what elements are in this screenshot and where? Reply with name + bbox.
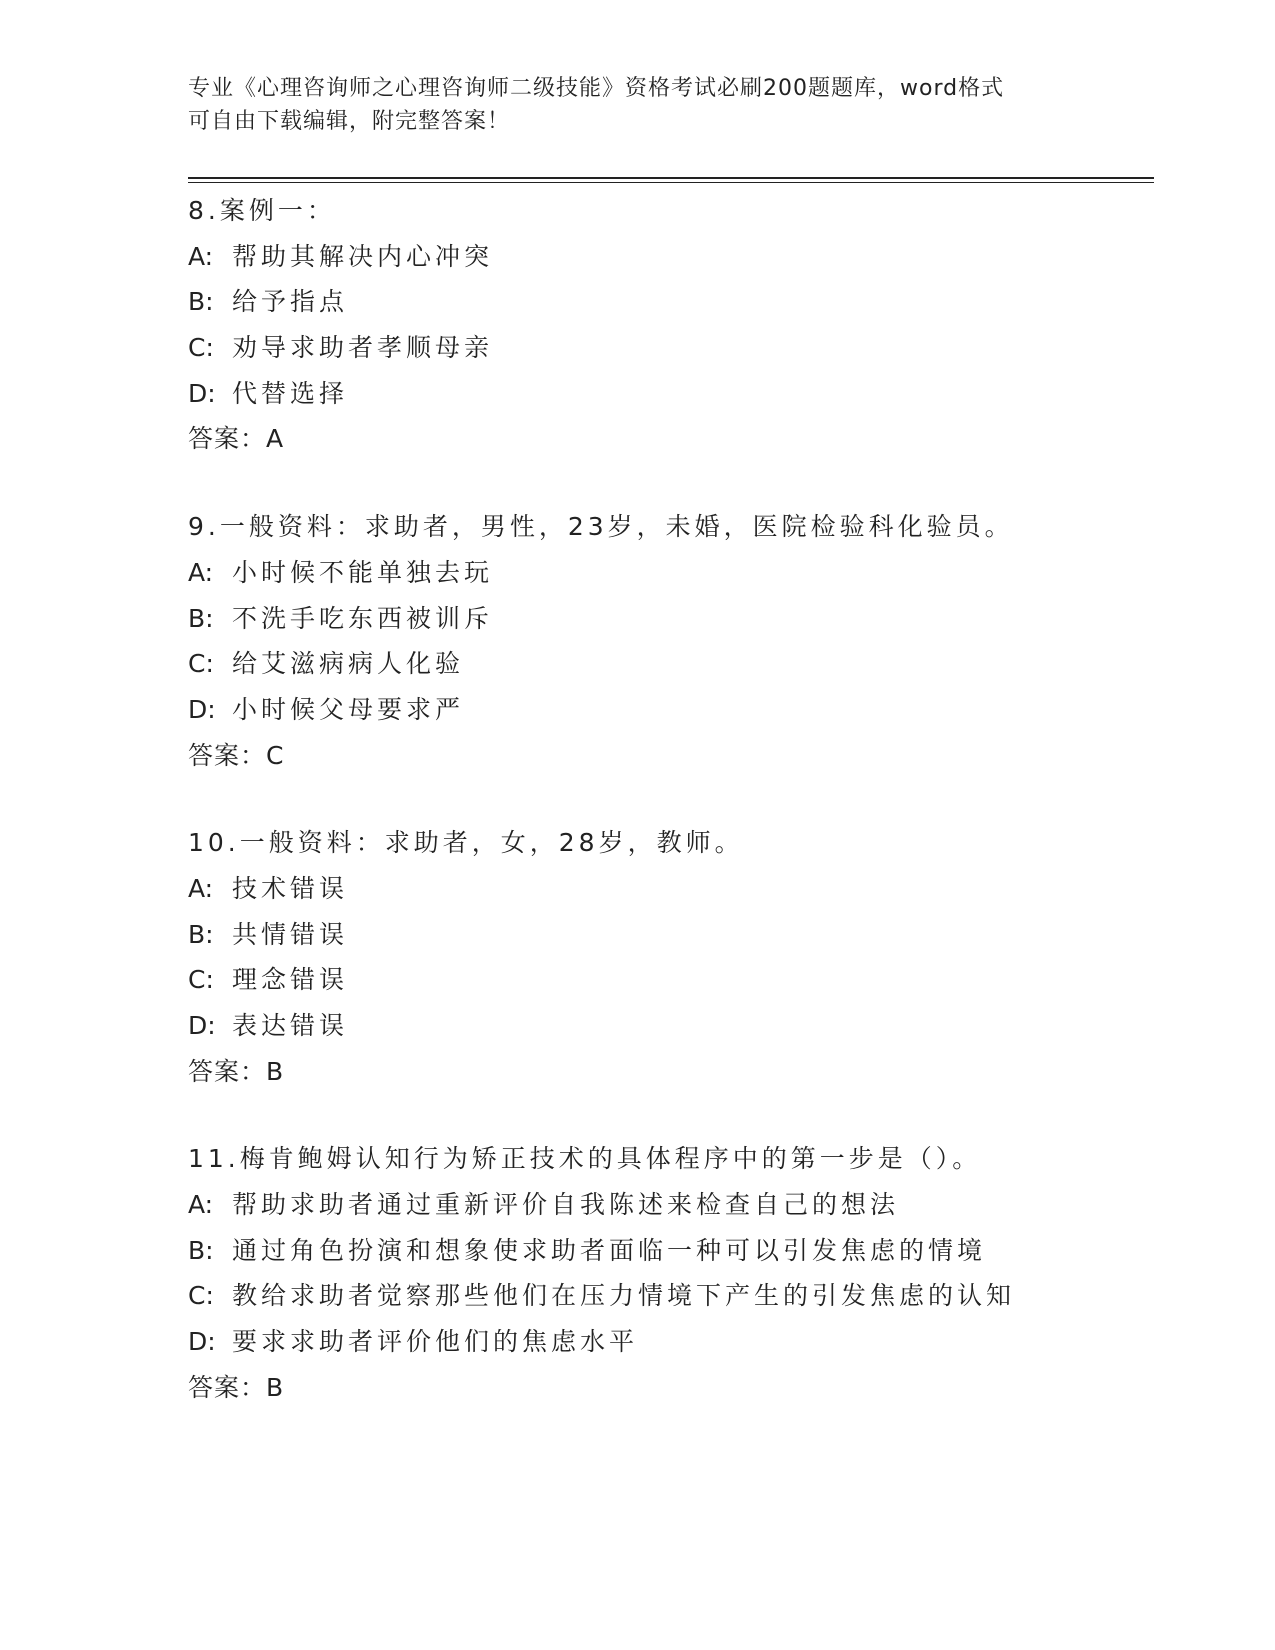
option-text: 共情错误 xyxy=(232,919,349,949)
question-block xyxy=(188,188,1188,462)
option-a xyxy=(188,550,1188,596)
option-text: 技术错误 xyxy=(232,873,349,903)
header-divider-thick xyxy=(188,177,1154,179)
option-d xyxy=(188,1003,1188,1049)
question-stem: 10.一般资料：求助者，女，28岁，教师。 xyxy=(188,828,744,858)
question-block xyxy=(188,1136,1188,1410)
option-d xyxy=(188,687,1188,733)
option-b xyxy=(188,1228,1188,1274)
option-text: 要求求助者评价他们的焦虑水平 xyxy=(232,1327,639,1357)
option-c xyxy=(188,1273,1188,1319)
header-divider-thin xyxy=(188,182,1154,183)
option-letter: D: xyxy=(188,1011,216,1040)
option-b xyxy=(188,912,1188,958)
option-letter: B: xyxy=(188,919,214,949)
header-line-1: 专业《心理咨询师之心理咨询师二级技能》资格考试必刷200题题库，word格式 xyxy=(188,76,1005,101)
option-text: 不洗手吃东西被训斥 xyxy=(232,603,494,633)
question-list xyxy=(188,188,1188,1453)
answer-line: 答案：A xyxy=(188,424,285,454)
option-text: 表达错误 xyxy=(232,1011,349,1040)
option-text: 给予指点 xyxy=(232,287,349,317)
document-header xyxy=(188,72,1088,138)
option-letter: C: xyxy=(188,649,214,679)
option-letter: D: xyxy=(188,378,216,408)
answer-line: 答案：B xyxy=(188,1372,285,1402)
option-letter: A: xyxy=(188,241,214,271)
option-text: 小时候不能单独去玩 xyxy=(232,557,494,587)
option-c xyxy=(188,325,1188,371)
option-b xyxy=(188,279,1188,325)
option-b xyxy=(188,596,1188,642)
question-stem: 11.梅肯鲍姆认知行为矫正技术的具体程序中的第一步是（）。 xyxy=(188,1144,982,1174)
option-letter: D: xyxy=(188,1327,216,1357)
option-text: 通过角色扮演和想象使求助者面临一种可以引发焦虑的情境 xyxy=(232,1235,987,1265)
option-text: 劝导求助者孝顺母亲 xyxy=(232,333,494,363)
option-letter: B: xyxy=(188,603,214,633)
option-text: 小时候父母要求严 xyxy=(232,694,465,724)
option-letter: B: xyxy=(188,287,214,317)
question-block xyxy=(188,820,1188,1094)
option-text: 教给求助者觉察那些他们在压力情境下产生的引发焦虑的认知 xyxy=(232,1281,1016,1311)
option-c xyxy=(188,641,1188,687)
question-block xyxy=(188,504,1188,778)
option-text: 帮助其解决内心冲突 xyxy=(232,241,494,271)
answer-line: 答案：B xyxy=(188,1056,285,1086)
question-stem: 9.一般资料：求助者，男性，23岁，未婚，医院检验科化验员。 xyxy=(188,512,1014,542)
option-letter: B: xyxy=(188,1235,214,1265)
option-letter: C: xyxy=(188,965,214,995)
option-a xyxy=(188,1182,1188,1228)
option-letter: A: xyxy=(188,873,214,903)
option-c xyxy=(188,957,1188,1003)
option-text: 代替选择 xyxy=(232,378,349,408)
option-d xyxy=(188,1319,1188,1365)
answer-line: 答案：C xyxy=(188,740,285,770)
option-a xyxy=(188,866,1188,912)
option-letter: C: xyxy=(188,1281,214,1311)
header-line-2: 可自由下载编辑，附完整答案！ xyxy=(188,109,511,134)
option-letter: A: xyxy=(188,557,214,587)
option-a xyxy=(188,234,1188,280)
option-letter: A: xyxy=(188,1190,214,1220)
option-d xyxy=(188,371,1188,417)
option-text: 理念错误 xyxy=(232,965,349,995)
option-text: 给艾滋病病人化验 xyxy=(232,649,465,679)
option-letter: C: xyxy=(188,333,214,363)
option-letter: D: xyxy=(188,694,216,724)
option-text: 帮助求助者通过重新评价自我陈述来检查自己的想法 xyxy=(232,1190,900,1220)
question-stem: 8.案例一： xyxy=(188,196,336,225)
